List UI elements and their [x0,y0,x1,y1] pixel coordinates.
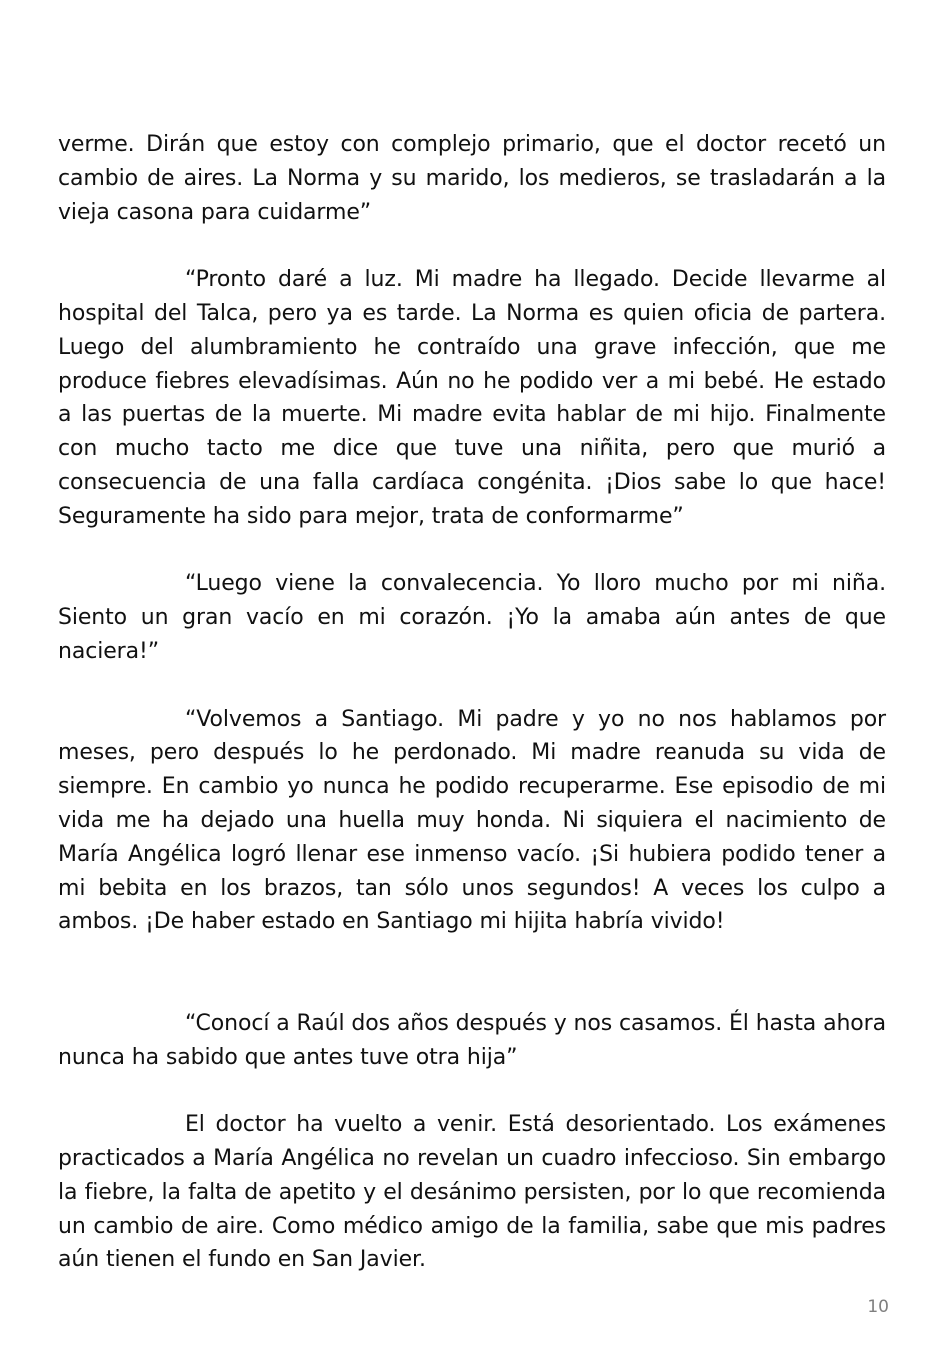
paragraph: “Volvemos a Santiago. Mi padre y yo no nos hablamos por meses, pero después lo he perdonado. Mi madre reanuda su vida de siempre. En cambio yo nunca he podido recuperarme. Ese episodio de mi vida me ha dejado una huella muy honda. Ni siquiera el nacimiento de María Angélica logró llenar ese inmenso vacío. ¡Si hubiera podido tener a mi bebita en los brazos, tan sólo unos segundos! A veces los culpo a ambos. ¡De haber estado en Santiago mi hijita habría vivido! [58,706,886,935]
paragraph: “Conocí a Raúl dos años después y nos casamos. Él hasta ahora nunca ha sabido que antes tuve otra hija” [58,1010,886,1070]
page-body [58,128,886,1311]
page-number: 10 [867,1297,889,1317]
paragraph: “Pronto daré a luz. Mi madre ha llegado. Decide llevarme al hospital del Talca, pero ya es tarde. La Norma es quien oficia de partera. Luego del alumbramiento he contraído una grave infección, que me produce fiebres elevadísimas. Aún no he podido ver a mi bebé. He estado a las puertas de la muerte. Mi madre evita hablar de mi hijo. Finalmente con mucho tacto me dice que tuve una niñita, pero que murió a consecuencia de una falla cardíaca congénita. ¡Dios sabe lo que hace! Seguramente ha sido para mejor, trata de conformarme” [58,267,886,529]
paragraph: verme. Dirán que estoy con complejo primario, que el doctor recetó un cambio de aires. La Norma y su marido, los medieros, se trasladarán a la vieja casona para cuidarme” [58,132,886,225]
paragraph: “Luego viene la convalecencia. Yo lloro mucho por mi niña. Siento un gran vacío en mi corazón. ¡Yo la amaba aún antes de que naciera!” [58,571,886,664]
paragraph: El doctor ha vuelto a venir. Está desorientado. Los exámenes practicados a María Angélica no revelan un cuadro infeccioso. Sin embargo la fiebre, la falta de apetito y el desánimo persisten, por lo que recomienda un cambio de aire. Como médico amigo de la familia, sabe que mis padres aún tienen el fundo en San Javier. [58,1112,886,1273]
